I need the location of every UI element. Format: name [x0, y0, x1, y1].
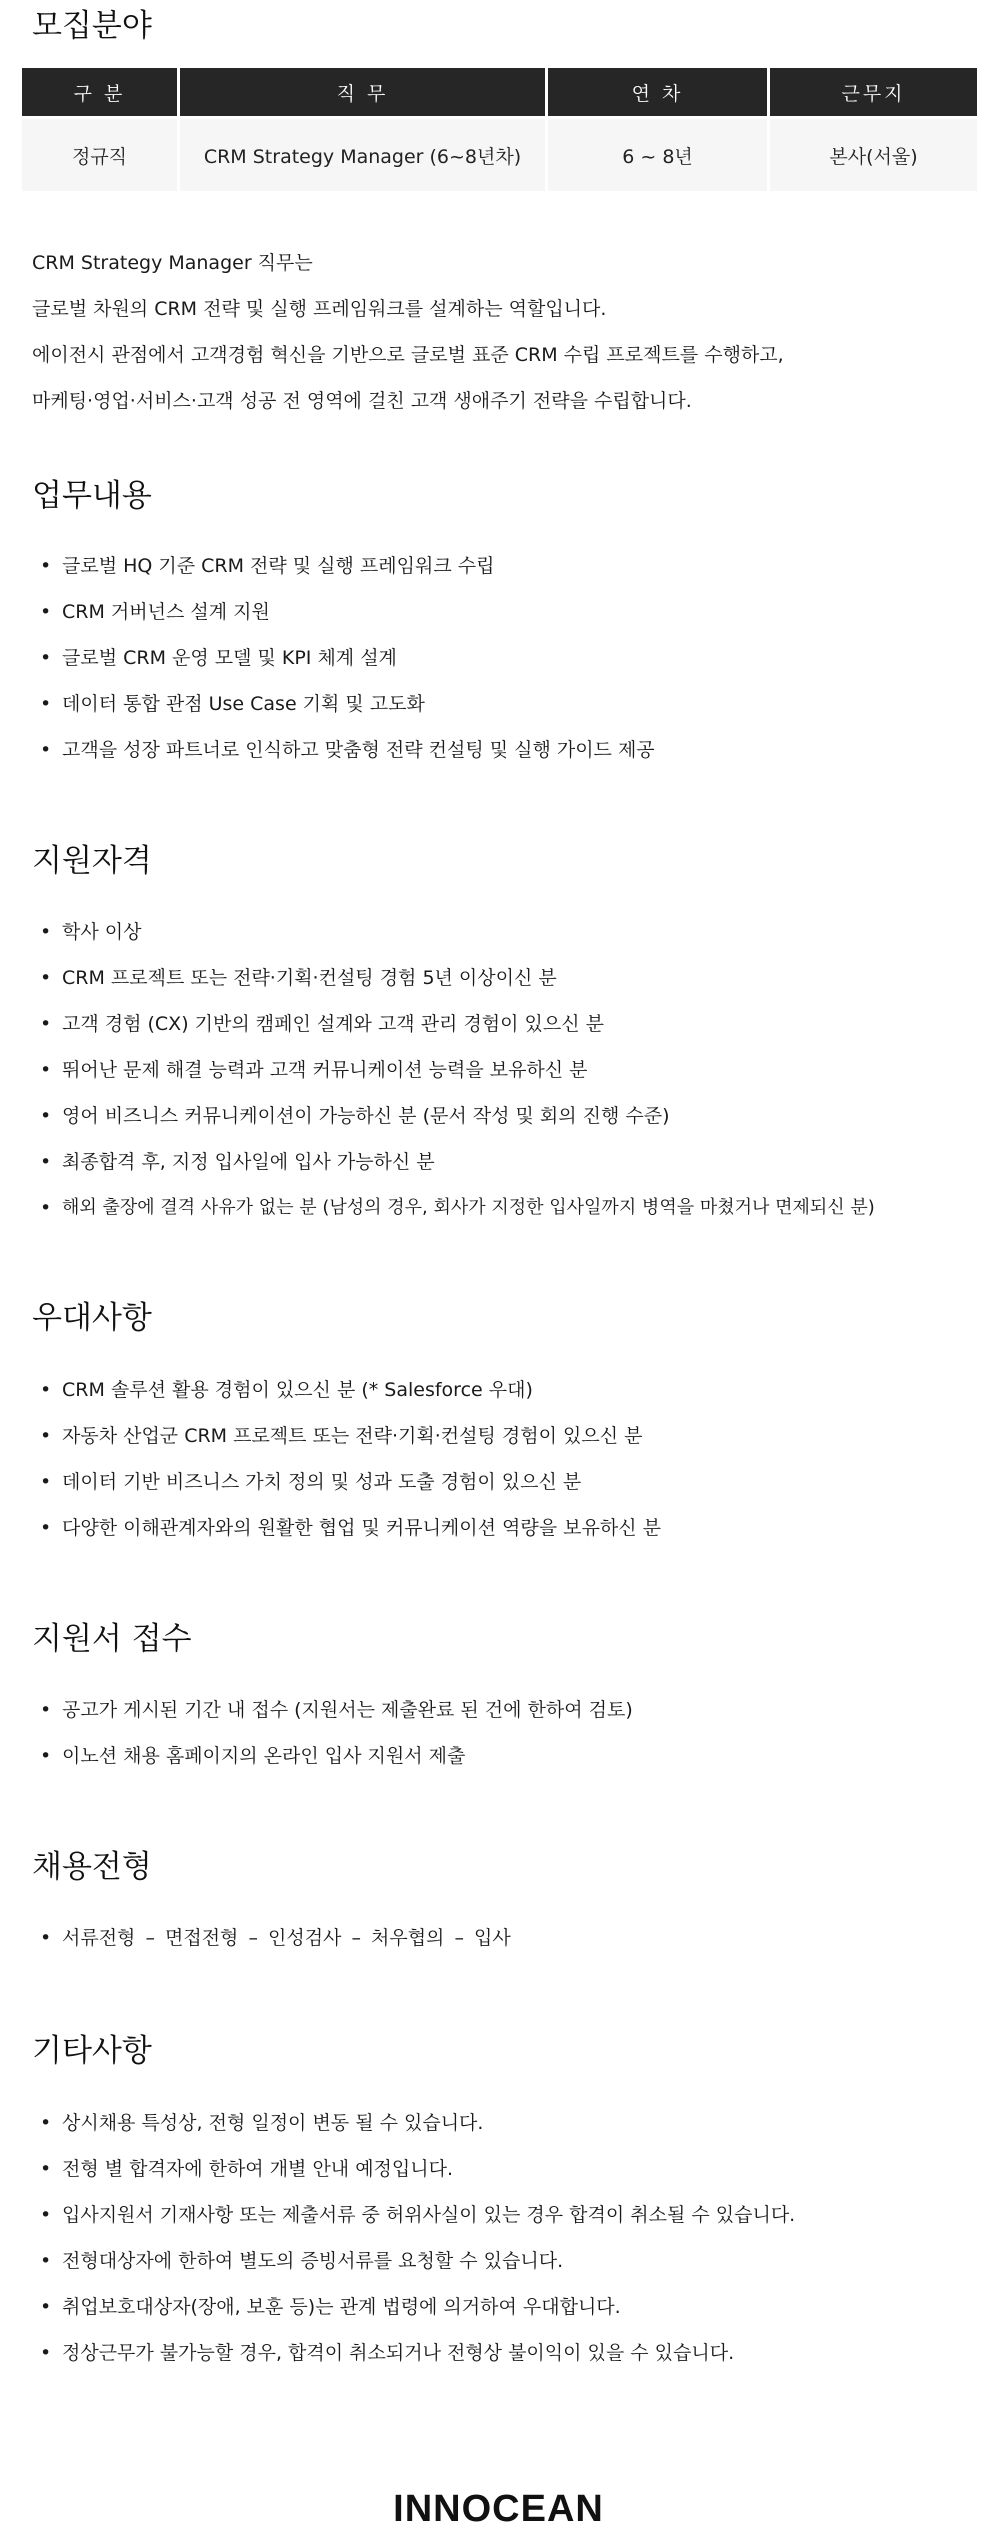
intro-line: 글로벌 차원의 CRM 전략 및 실행 프레임워크를 설계하는 역할입니다. [32, 298, 607, 320]
bullet-icon: • [40, 1425, 52, 1447]
list-item-text: 데이터 통합 관점 Use Case 기획 및 고도화 [62, 693, 425, 715]
list-item-text: 학사 이상 [62, 921, 142, 943]
bullet-icon: • [40, 921, 52, 943]
list-item-text: 서류전형 – 면접전형 – 인성검사 – 처우협의 – 입사 [62, 1927, 511, 1949]
recruitment-header-row [22, 68, 977, 116]
bullet-icon: • [40, 2342, 52, 2364]
list-item-text: 취업보호대상자(장애, 보훈 등)는 관계 법령에 의거하여 우대합니다. [62, 2296, 621, 2318]
bullet-icon: • [40, 2204, 52, 2226]
recruitment-title: 모집분야 [32, 8, 152, 44]
list-item-text: 상시채용 특성상, 전형 일정이 변동 될 수 있습니다. [62, 2112, 484, 2134]
etc-list [32, 2100, 972, 2376]
bullet-icon: • [40, 967, 52, 989]
bullet-icon: • [40, 1745, 52, 1767]
list-item [32, 1139, 972, 1185]
list-item-text: 전형 별 합격자에 한하여 개별 안내 예정입니다. [62, 2158, 454, 2180]
list-item [32, 1047, 972, 1093]
list-item [32, 543, 972, 589]
bullet-icon: • [40, 2112, 52, 2134]
list-item [32, 1093, 972, 1139]
cell-location: 본사(서울) [767, 116, 977, 191]
table-row [22, 116, 977, 191]
bullet-icon: • [40, 601, 52, 623]
list-item [32, 1687, 972, 1733]
bullet-icon: • [40, 1699, 52, 1721]
bullet-icon: • [40, 2296, 52, 2318]
bullet-icon: • [40, 1379, 52, 1401]
list-item-text: CRM 솔루션 활용 경험이 있으신 분 (* Salesforce 우대) [62, 1379, 533, 1401]
list-item [32, 1001, 972, 1047]
qualifications-title: 지원자격 [32, 843, 152, 879]
list-item-text: CRM 거버넌스 설계 지원 [62, 601, 270, 623]
bullet-icon: • [40, 693, 52, 715]
application-list [32, 1687, 972, 1779]
list-item-text: 전형대상자에 한하여 별도의 증빙서류를 요청할 수 있습니다. [62, 2250, 564, 2272]
list-item [32, 681, 972, 727]
cell-category: 정규직 [22, 116, 177, 191]
recruitment-table [22, 68, 977, 191]
list-item [32, 1367, 972, 1413]
innocean-logo: INNOCEAN [393, 2488, 604, 2530]
etc-title: 기타사항 [32, 2033, 152, 2069]
list-item-text: CRM 프로젝트 또는 전략·기획·컨설팅 경험 5년 이상이신 분 [62, 967, 557, 989]
bullet-icon: • [40, 555, 52, 577]
list-item [32, 909, 972, 955]
bullet-icon: • [40, 647, 52, 669]
application-title: 지원서 접수 [32, 1621, 192, 1657]
list-item-text: 정상근무가 불가능할 경우, 합격이 취소되거나 전형상 불이익이 있을 수 있습니다. [62, 2342, 735, 2364]
list-item-text: 최종합격 후, 지정 입사일에 입사 가능하신 분 [62, 1151, 435, 1173]
list-item-text: 고객을 성장 파트너로 인식하고 맞춤형 전략 컨설팅 및 실행 가이드 제공 [62, 739, 655, 761]
bullet-icon: • [40, 2250, 52, 2272]
list-item [32, 2100, 972, 2146]
intro-line: 마케팅·영업·서비스·고객 성공 전 영역에 걸친 고객 생애주기 전략을 수립합니다. [32, 390, 692, 412]
bullet-icon: • [40, 1013, 52, 1035]
list-item [32, 955, 972, 1001]
list-item [32, 1505, 972, 1551]
intro-text [32, 240, 962, 424]
list-item [32, 1733, 972, 1779]
duties-list [32, 543, 972, 773]
bullet-icon: • [40, 1517, 52, 1539]
list-item-text: 고객 경험 (CX) 기반의 캠페인 설계와 고객 관리 경험이 있으신 분 [62, 1013, 605, 1035]
cell-position: CRM Strategy Manager (6~8년차) [177, 116, 545, 191]
cell-experience: 6 ~ 8년 [545, 116, 767, 191]
list-item-text: 해외 출장에 결격 사유가 없는 분 (남성의 경우, 회사가 지정한 입사일까지 병역을 마쳤거나 면제되신 분) [62, 1197, 875, 1218]
preferred-title: 우대사항 [32, 1300, 152, 1336]
list-item-text: 이노션 채용 홈페이지의 온라인 입사 지원서 제출 [62, 1745, 466, 1767]
list-item-text: 공고가 게시된 기간 내 접수 (지원서는 제출완료 된 건에 한하여 검토) [62, 1699, 633, 1721]
list-item [32, 1185, 972, 1231]
bullet-icon: • [40, 1059, 52, 1081]
header-category: 구 분 [22, 68, 177, 116]
list-item [32, 589, 972, 635]
bullet-icon: • [40, 1927, 52, 1949]
process-list [32, 1915, 972, 1961]
list-item [32, 2238, 972, 2284]
bullet-icon: • [40, 1197, 52, 1219]
header-experience: 연 차 [545, 68, 767, 116]
list-item [32, 1459, 972, 1505]
list-item [32, 2284, 972, 2330]
bullet-icon: • [40, 2158, 52, 2180]
header-location: 근무지 [767, 68, 977, 116]
list-item-text: 입사지원서 기재사항 또는 제출서류 중 허위사실이 있는 경우 합격이 취소될 수 있습니다. [62, 2204, 796, 2226]
list-item [32, 1915, 972, 1961]
bullet-icon: • [40, 1471, 52, 1493]
process-title: 채용전형 [32, 1849, 152, 1885]
bullet-icon: • [40, 739, 52, 761]
qualifications-list [32, 909, 972, 1231]
intro-line: CRM Strategy Manager 직무는 [32, 252, 313, 274]
list-item-text: 영어 비즈니스 커뮤니케이션이 가능하신 분 (문서 작성 및 회의 진행 수준) [62, 1105, 670, 1127]
intro-line: 에이전시 관점에서 고객경험 혁신을 기반으로 글로벌 표준 CRM 수립 프로젝트를 수행하고, [32, 344, 784, 366]
preferred-list [32, 1367, 972, 1551]
list-item [32, 2330, 972, 2376]
list-item [32, 2192, 972, 2238]
list-item [32, 1413, 972, 1459]
list-item [32, 2146, 972, 2192]
list-item-text: 뛰어난 문제 해결 능력과 고객 커뮤니케이션 능력을 보유하신 분 [62, 1059, 588, 1081]
list-item [32, 727, 972, 773]
list-item-text: 다양한 이해관계자와의 원활한 협업 및 커뮤니케이션 역량을 보유하신 분 [62, 1517, 661, 1539]
list-item-text: 자동차 산업군 CRM 프로젝트 또는 전략·기획·컨설팅 경험이 있으신 분 [62, 1425, 643, 1447]
list-item-text: 데이터 기반 비즈니스 가치 정의 및 성과 도출 경험이 있으신 분 [62, 1471, 582, 1493]
list-item-text: 글로벌 CRM 운영 모델 및 KPI 체계 설계 [62, 647, 397, 669]
list-item [32, 635, 972, 681]
bullet-icon: • [40, 1151, 52, 1173]
bullet-icon: • [40, 1105, 52, 1127]
header-position: 직 무 [177, 68, 545, 116]
duties-title: 업무내용 [32, 478, 152, 514]
list-item-text: 글로벌 HQ 기준 CRM 전략 및 실행 프레임워크 수립 [62, 555, 495, 577]
